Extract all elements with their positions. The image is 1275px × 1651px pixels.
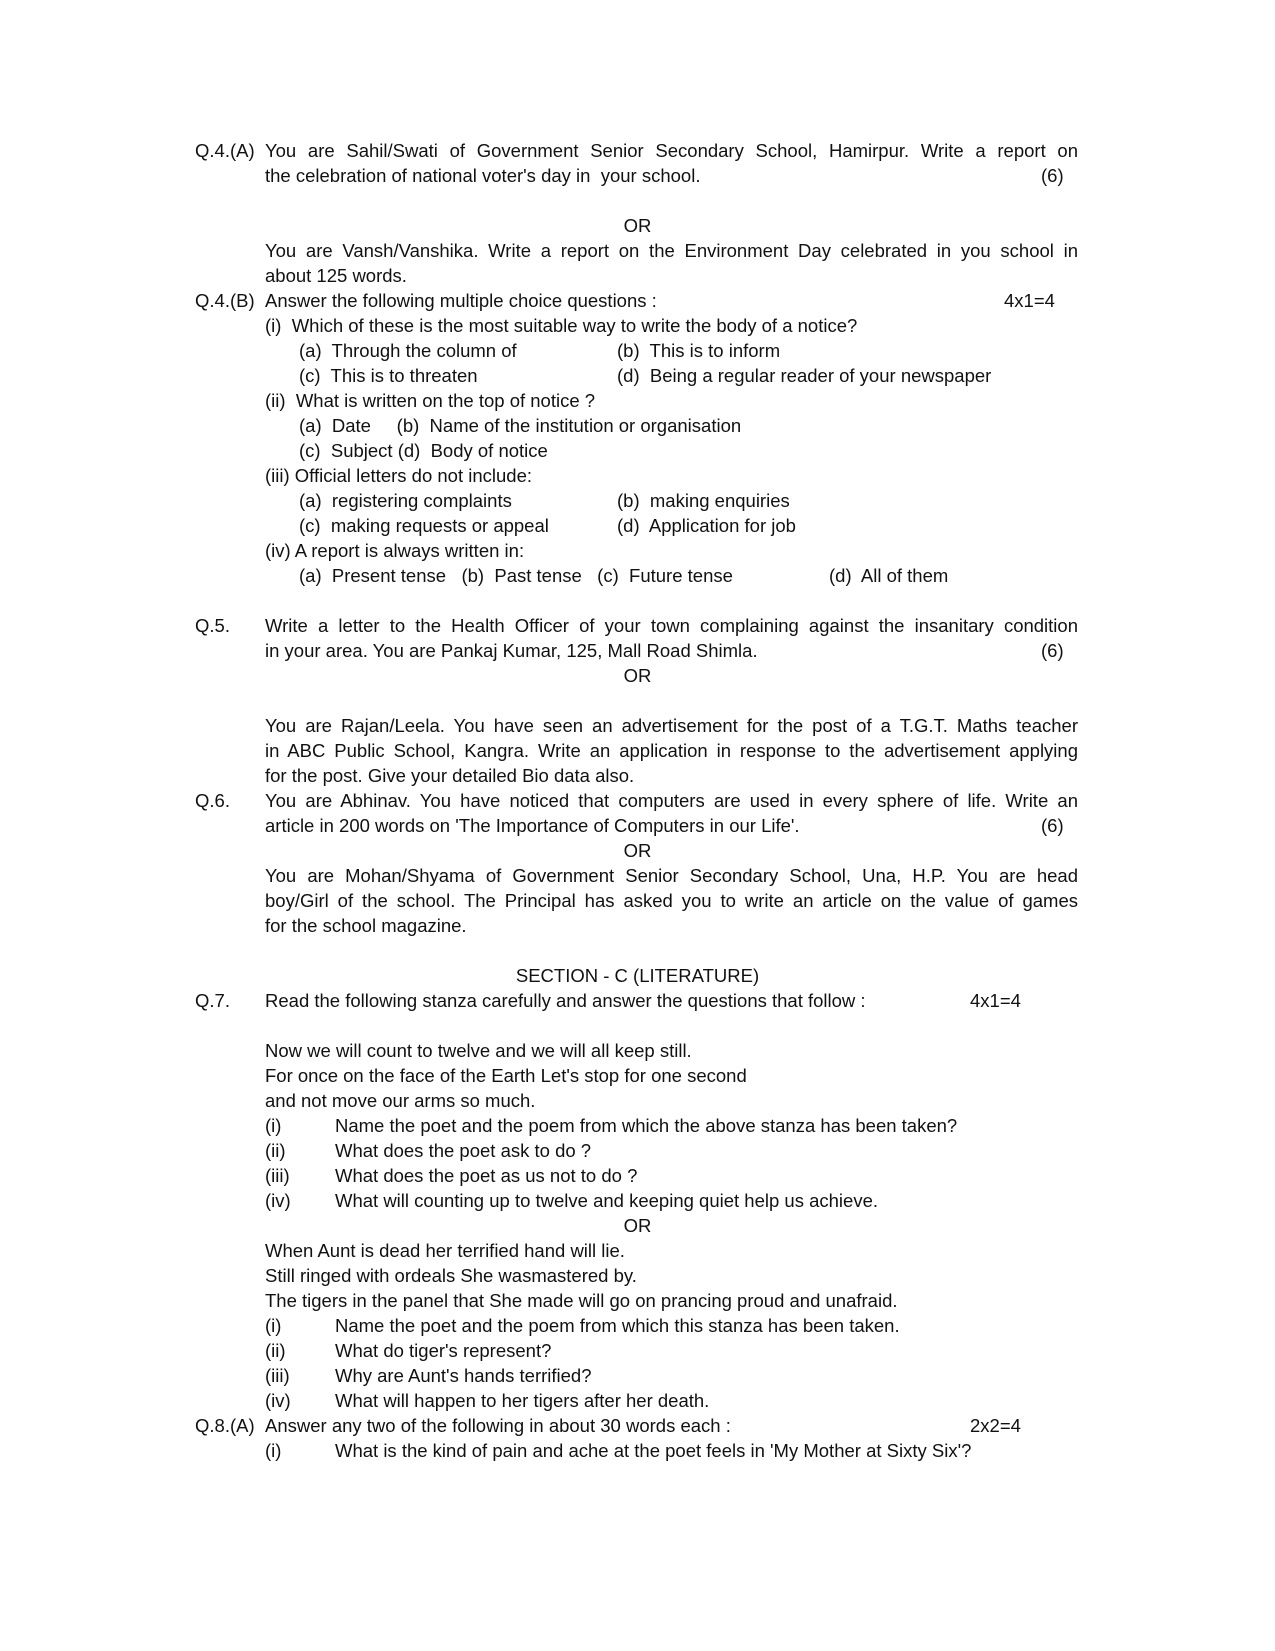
question-instruction: Answer the following multiple choice questions :: [265, 290, 657, 311]
sub-question-number: (iv): [265, 1190, 291, 1211]
sub-question-text: What do tiger's represent?: [335, 1340, 552, 1361]
question-instruction: Answer any two of the following in about 30 words each :: [265, 1415, 731, 1436]
sub-question-text: What is the kind of pain and ache at the poet feels in 'My Mother at Sixty Six'?: [335, 1440, 972, 1461]
mcq-option: (a) Through the column of: [299, 340, 517, 361]
sub-question-text: Why are Aunt's hands terrified?: [335, 1365, 592, 1386]
question-number: Q.4.(B): [195, 290, 255, 311]
question-text: You are Vansh/Vanshika. Write a report on the Environment Day celebrated in you school in: [265, 240, 1078, 261]
question-text: the celebration of national voter's day in your school.: [265, 165, 701, 186]
question-text: for the school magazine.: [265, 915, 467, 936]
question-text: You are Sahil/Swati of Government Senior Secondary School, Hamirpur. Write a report on: [265, 140, 1078, 161]
or-divider: OR: [623, 840, 652, 861]
mcq-option: (c) making requests or appeal: [299, 515, 549, 536]
stanza-line: Now we will count to twelve and we will all keep still.: [265, 1040, 692, 1061]
mcq-option: (a) registering complaints: [299, 490, 512, 511]
mcq-option: (d) All of them: [829, 565, 949, 586]
sub-question-number: (i): [265, 1315, 282, 1336]
sub-question-number: (i): [265, 1115, 282, 1136]
or-divider: OR: [623, 215, 652, 236]
mcq-option: (d) Application for job: [617, 515, 796, 536]
question-number: Q.6.: [195, 790, 230, 811]
sub-question-number: (i): [265, 1440, 282, 1461]
sub-question-text: Name the poet and the poem from which this stanza has been taken.: [335, 1315, 900, 1336]
mcq-option: (d) Being a regular reader of your newspaper: [617, 365, 992, 386]
sub-question-number: (iii): [265, 1165, 290, 1186]
question-text: Write a letter to the Health Officer of your town complaining against the insanitary condition: [265, 615, 1078, 636]
question-instruction: Read the following stanza carefully and answer the questions that follow :: [265, 990, 866, 1011]
sub-question-text: Name the poet and the poem from which the above stanza has been taken?: [335, 1115, 958, 1136]
stanza-line: For once on the face of the Earth Let's stop for one second: [265, 1065, 747, 1086]
question-number: Q.7.: [195, 990, 230, 1011]
marks: 4x1=4: [970, 990, 1021, 1011]
question-number: Q.5.: [195, 615, 230, 636]
marks: 4x1=4: [1004, 290, 1055, 311]
stanza-line: When Aunt is dead her terrified hand will lie.: [265, 1240, 625, 1261]
question-number: Q.4.(A): [195, 140, 255, 161]
stanza-line: and not move our arms so much.: [265, 1090, 536, 1111]
mcq-stem: (ii) What is written on the top of notice ?: [265, 390, 596, 411]
sub-question-text: What does the poet ask to do ?: [335, 1140, 592, 1161]
question-number: Q.8.(A): [195, 1415, 255, 1436]
sub-question-text: What does the poet as us not to do ?: [335, 1165, 638, 1186]
question-text: about 125 words.: [265, 265, 407, 286]
mcq-option: (b) making enquiries: [617, 490, 790, 511]
marks: (6): [1041, 640, 1064, 661]
stanza-line: Still ringed with ordeals She wasmastered by.: [265, 1265, 637, 1286]
sub-question-number: (iv): [265, 1390, 291, 1411]
question-text: in your area. You are Pankaj Kumar, 125, Mall Road Shimla.: [265, 640, 758, 661]
mcq-stem: (i) Which of these is the most suitable way to write the body of a notice?: [265, 315, 858, 336]
question-text: You are Mohan/Shyama of Government Senior Secondary School, Una, H.P. You are head: [265, 865, 1078, 886]
mcq-option: (c) Subject (d) Body of notice: [299, 440, 548, 461]
marks: (6): [1041, 815, 1064, 836]
marks: 2x2=4: [970, 1415, 1021, 1436]
mcq-option: (b) This is to inform: [617, 340, 781, 361]
mcq-option: (a) Date (b) Name of the institution or organisation: [299, 415, 742, 436]
sub-question-number: (ii): [265, 1340, 286, 1361]
question-text: You are Abhinav. You have noticed that computers are used in every sphere of life. Write an: [265, 790, 1078, 811]
sub-question-text: What will counting up to twelve and keeping quiet help us achieve.: [335, 1190, 879, 1211]
sub-question-number: (ii): [265, 1140, 286, 1161]
mcq-stem: (iii) Official letters do not include:: [265, 465, 532, 486]
marks: (6): [1041, 165, 1064, 186]
question-text: boy/Girl of the school. The Principal has asked you to write an article on the value of games: [265, 890, 1078, 911]
or-divider: OR: [623, 1215, 652, 1236]
mcq-stem: (iv) A report is always written in:: [265, 540, 525, 561]
sub-question-number: (iii): [265, 1365, 290, 1386]
mcq-option: (c) This is to threaten: [299, 365, 478, 386]
sub-question-text: What will happen to her tigers after her death.: [335, 1390, 710, 1411]
question-text: in ABC Public School, Kangra. Write an application in response to the advertisement applying: [265, 740, 1078, 761]
or-divider: OR: [623, 665, 652, 686]
section-heading: SECTION - C (LITERATURE): [515, 965, 760, 986]
question-text: article in 200 words on 'The Importance of Computers in our Life'.: [265, 815, 800, 836]
question-text: You are Rajan/Leela. You have seen an advertisement for the post of a T.G.T. Maths teacher: [265, 715, 1078, 736]
question-text: for the post. Give your detailed Bio data also.: [265, 765, 635, 786]
mcq-option: (a) Present tense (b) Past tense (c) Future tense: [299, 565, 733, 586]
stanza-line: The tigers in the panel that She made will go on prancing proud and unafraid.: [265, 1290, 898, 1311]
